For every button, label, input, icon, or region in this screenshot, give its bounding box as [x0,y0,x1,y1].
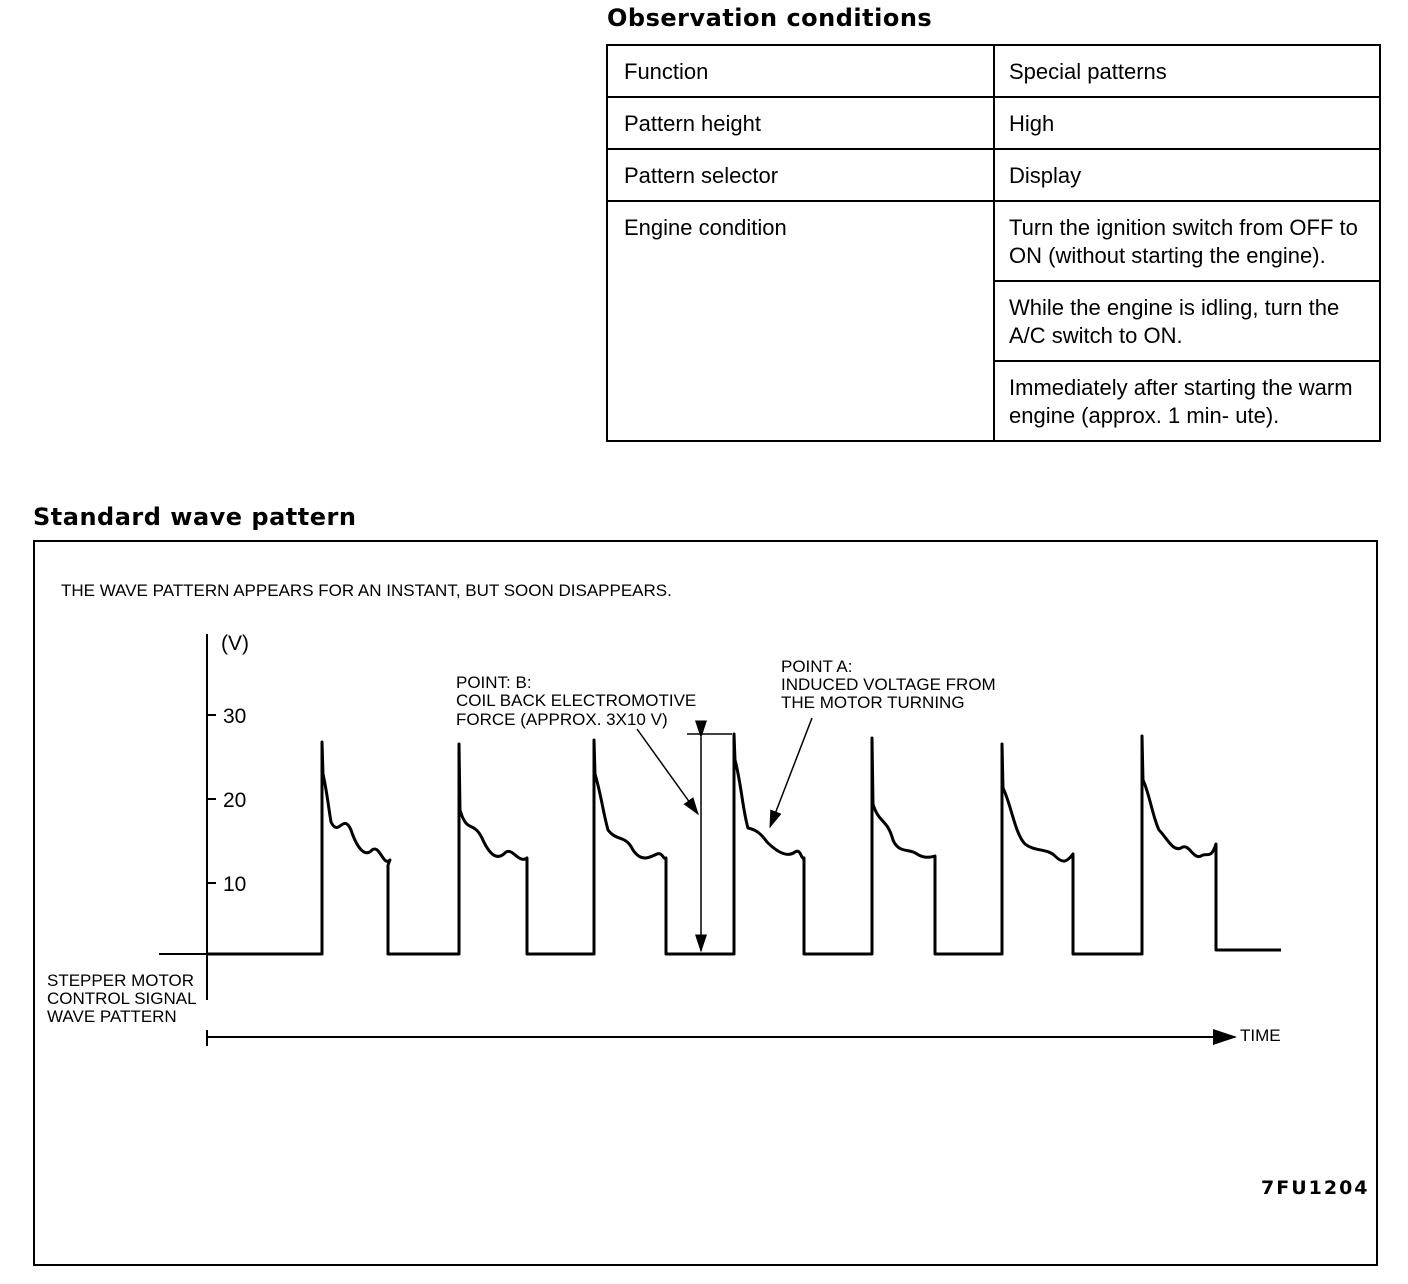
function-value-cell: Special patterns [994,45,1380,97]
tick-label-30: 30 [223,705,247,728]
tick-label-20: 20 [223,789,247,812]
point-a-leader-arrow [770,718,812,827]
point-a-line-3: THE MOTOR TURNING [781,693,965,712]
point-b-leader-arrow [637,729,698,814]
voltage-unit-label: (V) [221,632,249,655]
wave-pattern-diagram [35,542,1380,1268]
table-row [607,97,1380,149]
observation-conditions-title: Observation conditions [607,4,933,32]
pattern-selector-value: Display [994,149,1380,201]
table-row [607,201,1380,281]
pattern-selector-label: Pattern selector [607,149,994,201]
figure-code: 7FU1204 [1261,1177,1370,1199]
engine-condition-label: Engine condition [607,201,994,441]
table-row [607,149,1380,201]
stepper-motor-waveform [207,734,1281,954]
pattern-height-label: Pattern height [607,97,994,149]
signal-label-line-1: STEPPER MOTOR [47,971,195,990]
engine-condition-value-3: Immediately after starting the warm engine (approx. 1 min- ute). [994,361,1380,441]
signal-label-line-2: CONTROL SIGNAL [47,989,197,1008]
engine-condition-value-1: Turn the ignition switch from OFF to ON (without starting the engine). [994,201,1380,281]
table-row [607,45,1380,97]
wave-pattern-figure [33,540,1378,1266]
point-a-title: POINT A: [781,657,853,676]
point-b-line-2: COIL BACK ELECTROMOTIVE [456,691,697,710]
time-axis-label: TIME [1240,1026,1281,1045]
point-a-line-2: INDUCED VOLTAGE FROM [781,675,996,694]
point-b-line-3: FORCE (APPROX. 3X10 V) [456,710,668,729]
signal-label-line-3: WAVE PATTERN [47,1007,177,1026]
tick-label-10: 10 [223,873,247,896]
point-b-title: POINT: B: [456,673,532,692]
observation-conditions-table [606,44,1381,442]
disappearing-pattern-note: THE WAVE PATTERN APPEARS FOR AN INSTANT, BUT SOON DISAPPEARS. [61,581,672,600]
standard-wave-pattern-title: Standard wave pattern [33,503,357,531]
pattern-height-value: High [994,97,1380,149]
engine-condition-value-2: While the engine is idling, turn the A/C switch to ON. [994,281,1380,361]
function-header-cell: Function [607,45,994,97]
